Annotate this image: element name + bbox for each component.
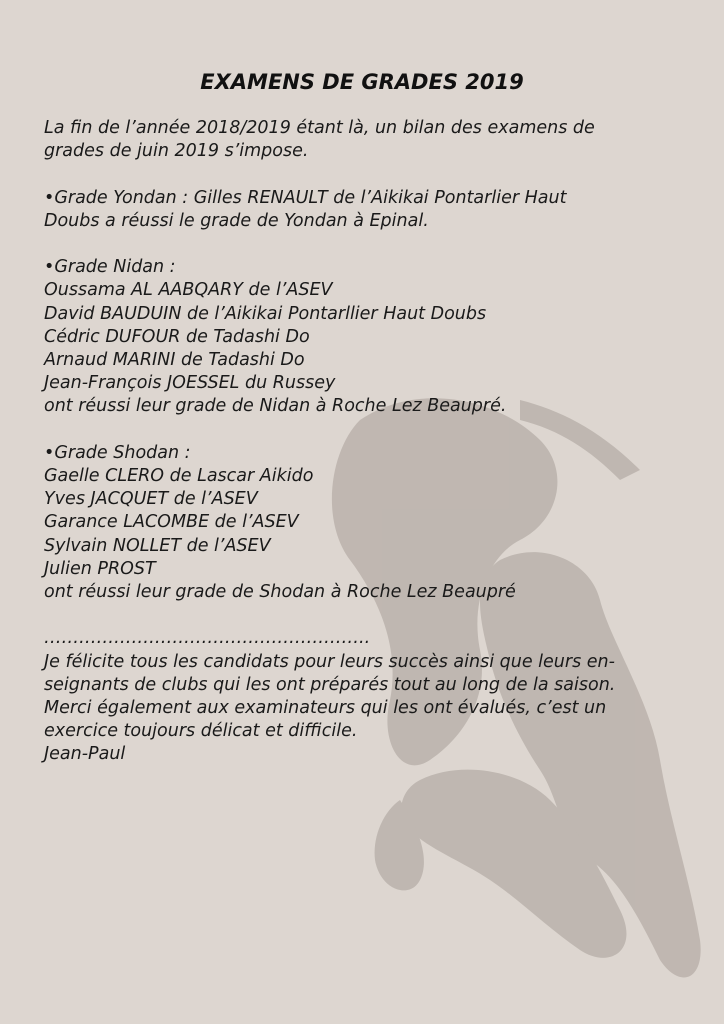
closing-line: Merci également aux examinateurs qui les ont évalués, c’est un (44, 698, 607, 719)
shodan-candidate: Sylvain NOLLET de l’ASEV (44, 535, 271, 556)
nidan-candidate: Cédric DUFOUR de Tadashi Do (44, 326, 310, 347)
shodan-candidate: Yves JACQUET de l’ASEV (44, 489, 258, 510)
nidan-result: ont réussi leur grade de Nidan à Roche Lez Beaupré. (44, 396, 507, 417)
shodan-heading: •Grade Shodan : (44, 442, 191, 463)
shodan-result: ont réussi leur grade de Shodan à Roche Lez Beaupré (44, 582, 516, 603)
nidan-candidate: David BAUDUIN de l’Aikikai Pontarllier Haut Doubs (44, 303, 487, 324)
closing-line: Je félicite tous les candidats pour leurs succès ainsi que leurs en- (44, 651, 615, 672)
nidan-heading: •Grade Nidan : (44, 257, 176, 278)
yondan-heading: •Grade Yondan : Gilles RENAULT de l’Aikikai Pontarlier Haut (44, 187, 567, 208)
signature: Jean-Paul (44, 744, 126, 765)
nidan-candidate: Oussama AL AABQARY de l’ASEV (44, 280, 333, 301)
page-title: EXAMENS DE GRADES 2019 (200, 70, 524, 94)
document-body (44, 117, 684, 767)
intro-line: grades de juin 2019 s’impose. (44, 141, 309, 162)
yondan-line: Doubs a réussi le grade de Yondan à Epinal. (44, 210, 429, 231)
shodan-candidate: Julien PROST (44, 558, 156, 579)
shodan-candidate: Gaelle CLERO de Lascar Aikido (44, 466, 314, 486)
separator-dots: ……………………………………………….. (44, 628, 371, 649)
closing-line: exercice toujours délicat et difficile. (44, 721, 358, 742)
intro-line: La fin de l’année 2018/2019 étant là, un bilan des examens de (44, 118, 595, 138)
shodan-candidate: Garance LACOMBE de l’ASEV (44, 512, 299, 533)
nidan-candidate: Arnaud MARINI de Tadashi Do (44, 350, 305, 370)
nidan-candidate: Jean-François JOESSEL du Russey (44, 373, 336, 394)
closing-line: seignants de clubs qui les ont préparés tout au long de la saison. (44, 674, 616, 695)
